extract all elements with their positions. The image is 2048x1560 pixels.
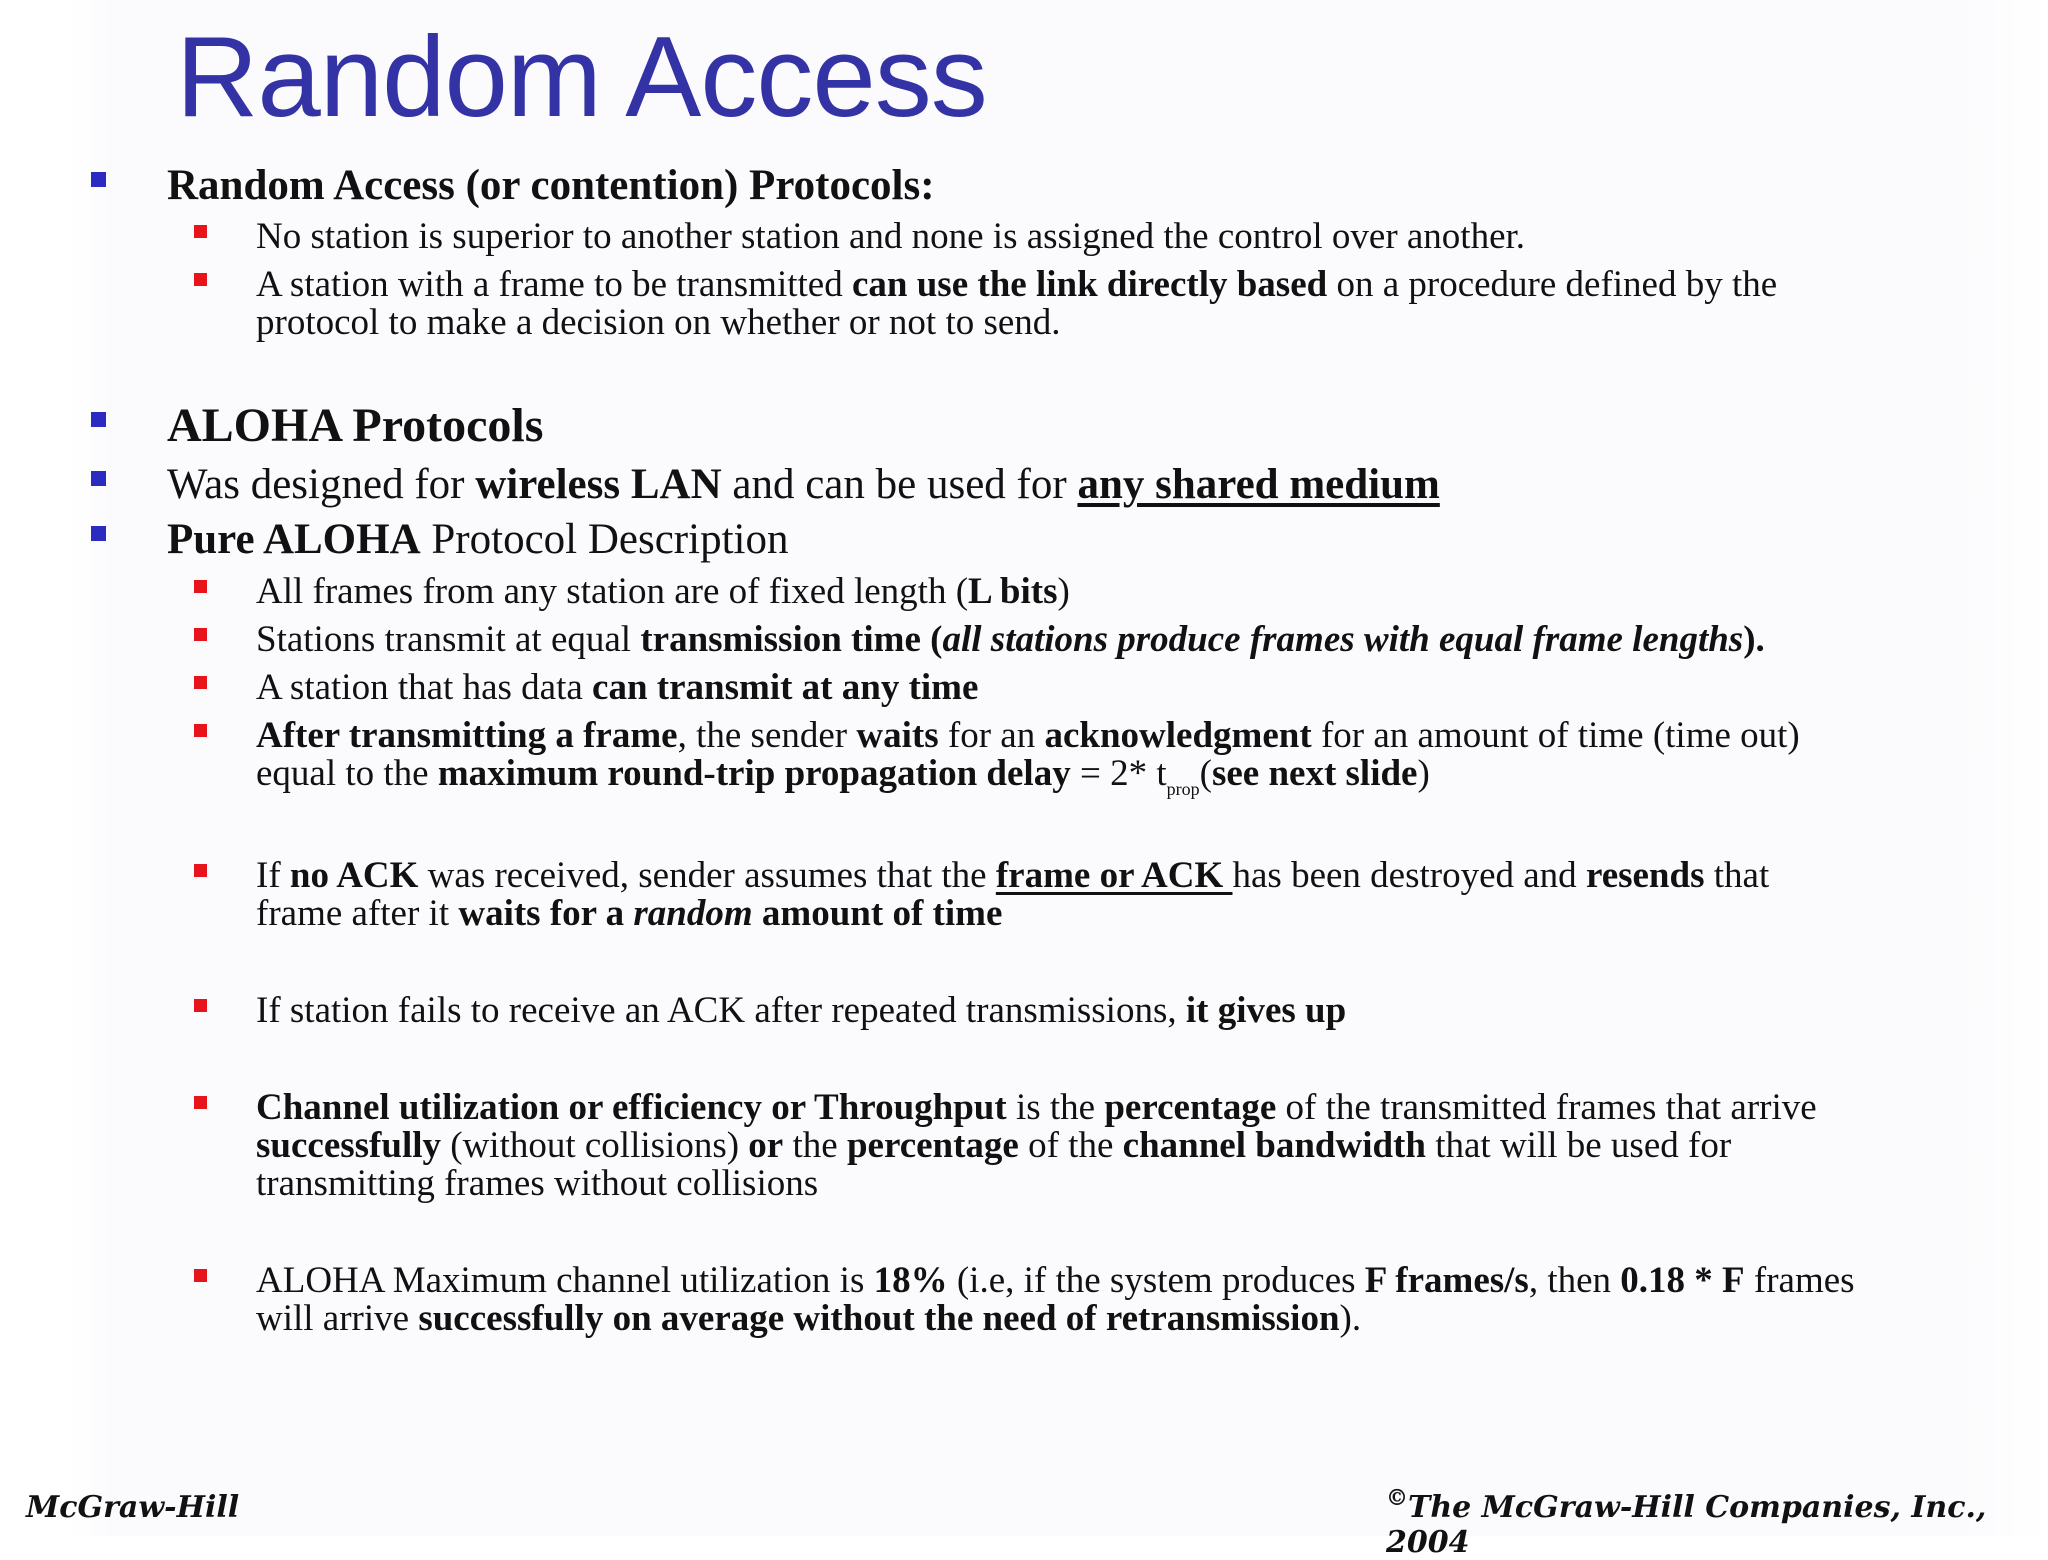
bullet-square-red <box>194 999 207 1012</box>
heading-random-access-protocols: Random Access (or contention) Protocols: <box>167 162 935 209</box>
text-max-utilization: ALOHA Maximum channel utilization is 18% (i.e, if the system produces F frames/s, then 0.18 * F frames <box>256 1260 1855 1301</box>
text-channel-utilization-end: transmitting frames without collisions <box>256 1163 819 1204</box>
text-random-wait: frame after it waits for a random amount of time <box>256 893 1003 934</box>
bullet-square-blue <box>91 412 106 427</box>
text-channel-utilization: Channel utilization or efficiency or Throughput is the percentage of the transmitted frames that arrive <box>256 1087 1817 1128</box>
text-round-trip-delay: equal to the maximum round-trip propagation delay = 2* $t_{prop}(see$ next slide) <box>256 753 1430 799</box>
bullet-square-blue <box>91 172 106 187</box>
bullet-square-red <box>194 225 207 238</box>
text-fixed-length-frames: All frames from any station are of fixed length (L bits) <box>256 571 1070 612</box>
heading-pure-aloha: Pure ALOHA Protocol Description <box>167 516 789 563</box>
bullet-square-red <box>194 1269 207 1282</box>
bullet-square-red <box>194 580 207 593</box>
text-gives-up: If station fails to receive an ACK after repeated transmissions, it gives up <box>256 990 1347 1031</box>
text-no-ack-received: If no ACK was received, sender assumes that the frame or ACK has been destroyed and resends that <box>256 855 1770 896</box>
footer-publisher-logo: McGraw-Hill <box>26 1490 240 1525</box>
text-station-with-frame-cont: protocol to make a decision on whether or not to send. <box>256 302 1061 343</box>
heading-aloha-protocols: ALOHA Protocols <box>167 399 544 452</box>
bullet-square-blue <box>91 471 106 486</box>
bullet-square-red <box>194 864 207 877</box>
text-after-transmitting: After transmitting a frame, the sender waits for an acknowledgment for an amount of time (time out) <box>256 715 1800 756</box>
bullet-square-red <box>194 628 207 641</box>
text-equal-transmission-time: Stations transmit at equal transmission time (all stations produce frames with equal frame lengths). <box>256 619 1765 660</box>
text-transmit-any-time: A station that has data can transmit at any time <box>256 667 979 708</box>
bullet-square-blue <box>91 526 106 541</box>
bullet-square-red <box>194 724 207 737</box>
bullet-square-red <box>194 1096 207 1109</box>
slide-title: Random Access <box>176 14 987 141</box>
bullet-square-red <box>194 676 207 689</box>
footer-copyright: ©The McGraw-Hill Companies, Inc., 2004 <box>1386 1485 1987 1560</box>
text-designed-for-wireless-lan: Was designed for wireless LAN and can be used for any shared medium <box>167 461 1440 508</box>
text-channel-utilization-cont: successfully (without collisions) or the percentage of the channel bandwidth that will be used for <box>256 1125 1732 1166</box>
bullet-square-red <box>194 273 207 286</box>
text-station-with-frame: A station with a frame to be transmitted can use the link directly based on a procedure defined by the <box>256 264 1778 305</box>
text-no-station-superior: No station is superior to another station and none is assigned the control over another. <box>256 216 1526 257</box>
text-max-utilization-cont: will arrive successfully on average without the need of retransmission). <box>256 1298 1362 1339</box>
